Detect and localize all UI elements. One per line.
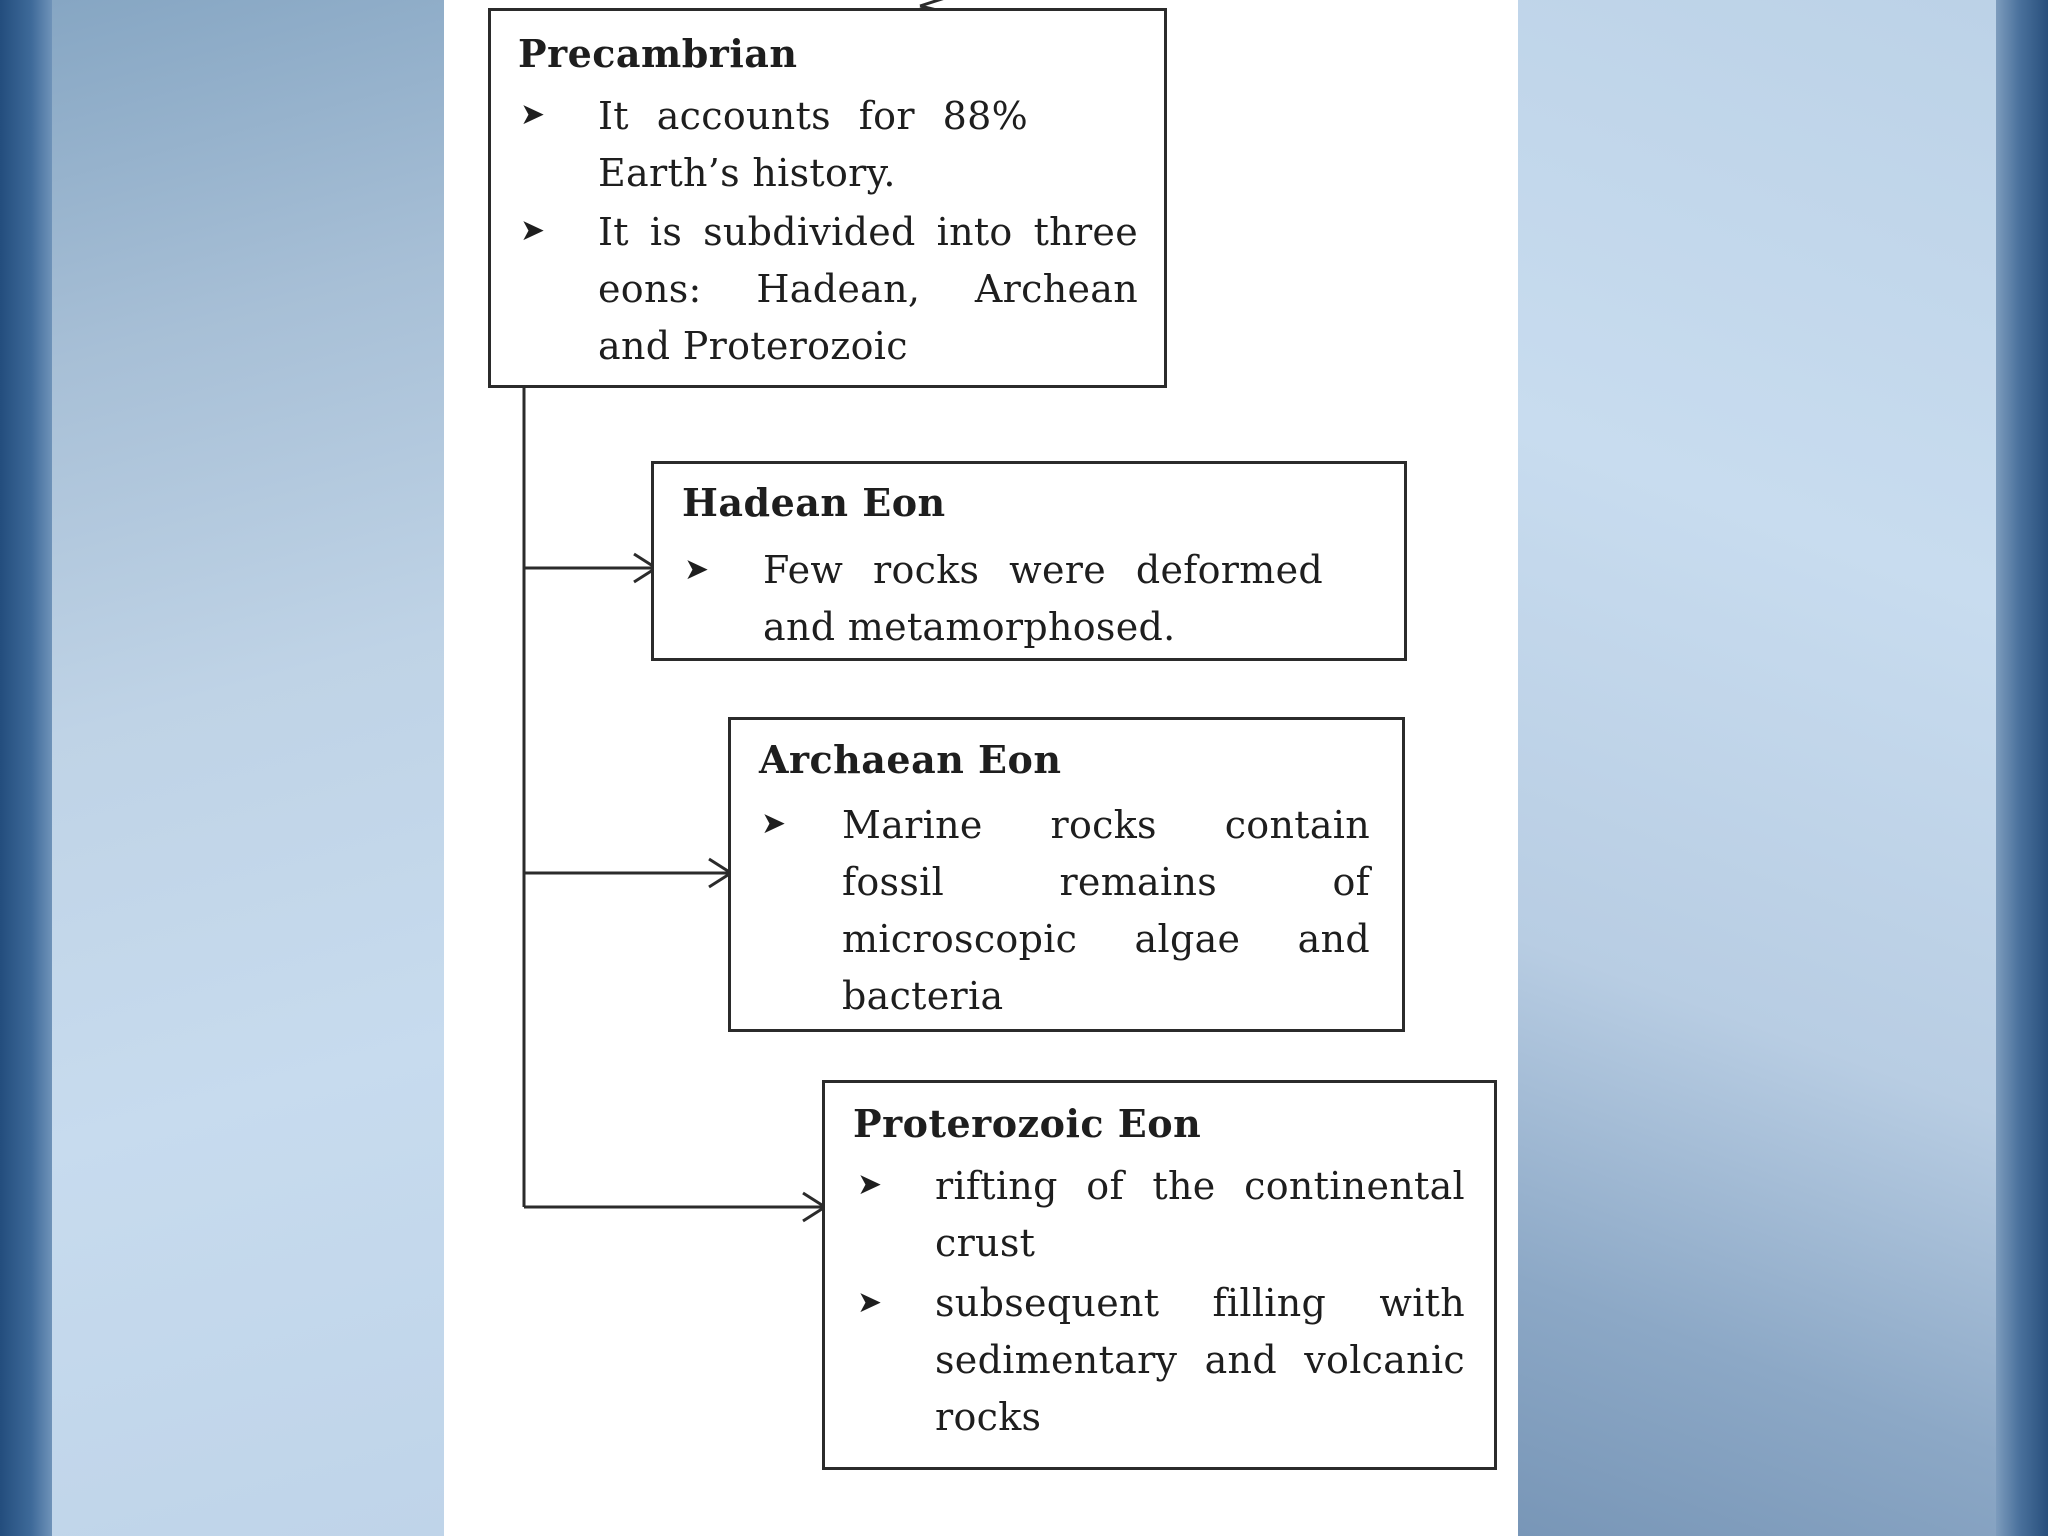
archaean-eon-title: Archaean Eon <box>759 737 1062 782</box>
hadean-eon-bullet-1: Few rocks were deformed and metamorphosed. <box>763 548 1323 649</box>
precambrian-bullet-2: It is subdivided into three eons: Hadean, Archean and Proterozoic <box>598 210 1138 368</box>
hadean-eon-box <box>651 461 1407 661</box>
precambrian-title: Precambrian <box>518 31 798 76</box>
bullet-arrow-icon: ➤ <box>520 213 546 248</box>
bullet-arrow-icon: ➤ <box>684 552 710 587</box>
proterozoic-eon-box <box>822 1080 1497 1470</box>
proterozoic-eon-title: Proterozoic Eon <box>853 1101 1202 1146</box>
proterozoic-eon-bullet-1: rifting of the continental crust <box>935 1164 1465 1265</box>
bullet-arrow-icon: ➤ <box>520 97 546 132</box>
archaean-eon-bullet-1: Marine rocks contain fossil remains of microscopic algae and bacteria <box>842 803 1370 1018</box>
archaean-eon-box <box>728 717 1405 1032</box>
bullet-arrow-icon: ➤ <box>761 806 787 841</box>
proterozoic-eon-bullet-2: subsequent filling with sedimentary and volcanic rocks <box>935 1281 1465 1439</box>
bullet-arrow-icon: ➤ <box>857 1167 883 1202</box>
precambrian-box <box>488 8 1167 388</box>
precambrian-bullet-1: It accounts for 88% Earth’s history. <box>598 94 1028 195</box>
hadean-eon-title: Hadean Eon <box>682 480 946 525</box>
bullet-arrow-icon: ➤ <box>857 1285 883 1320</box>
